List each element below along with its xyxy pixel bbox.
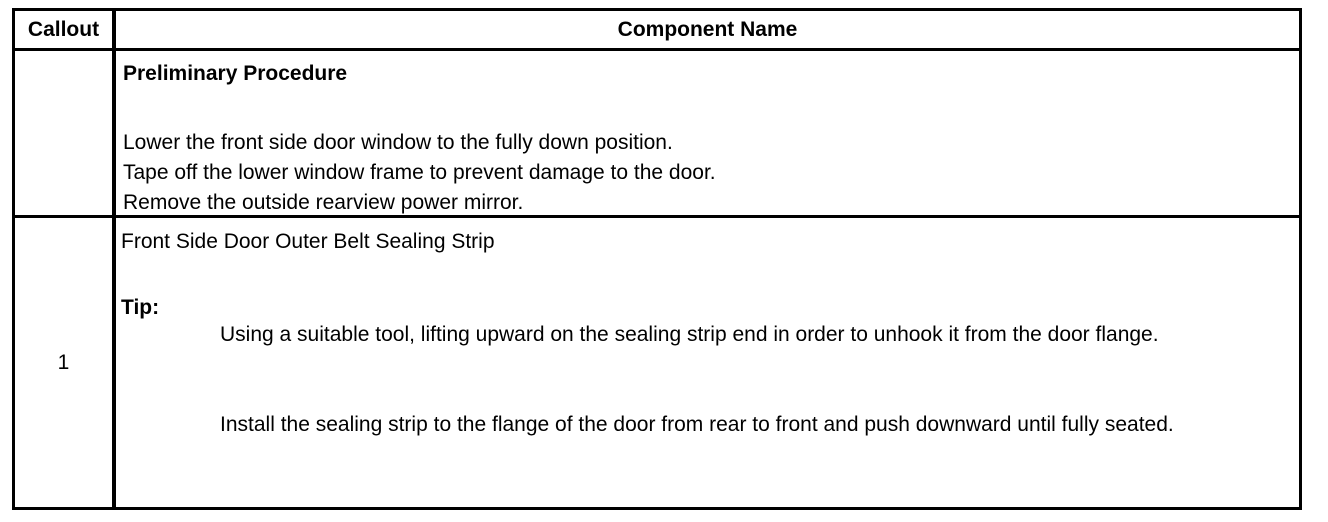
preliminary-procedure-list <box>123 128 716 218</box>
tip-label: Tip: <box>121 296 160 319</box>
header-callout-cell <box>15 11 116 48</box>
callout-number: 1 <box>57 351 70 374</box>
tip-paragraph: Install the sealing strip to the flange of the door from rear to front and push downward until fully seated. <box>220 413 1174 436</box>
procedure-table <box>12 8 1302 510</box>
table-row <box>15 218 1299 507</box>
header-component-name-label: Component Name <box>617 17 798 41</box>
header-callout-label: Callout <box>27 17 100 41</box>
header-component-name-cell <box>116 11 1299 48</box>
component-name: Front Side Door Outer Belt Sealing Strip <box>121 230 495 253</box>
preliminary-step-line: Lower the front side door window to the fully down position. <box>123 131 673 154</box>
preliminary-procedure-row <box>15 51 1299 218</box>
table-header-row <box>15 11 1299 51</box>
step-content-cell <box>116 218 1299 507</box>
tip-paragraph: Using a suitable tool, lifting upward on the sealing strip end in order to unhook it from the door flange. <box>220 323 1159 346</box>
preliminary-content-cell <box>116 51 1299 215</box>
preliminary-step-line: Tape off the lower window frame to prevent damage to the door. <box>123 161 716 184</box>
preliminary-step-line: Remove the outside rearview power mirror. <box>123 191 524 214</box>
step-callout-cell <box>15 218 116 507</box>
preliminary-procedure-title: Preliminary Procedure <box>123 62 348 85</box>
preliminary-callout-cell <box>15 51 116 215</box>
